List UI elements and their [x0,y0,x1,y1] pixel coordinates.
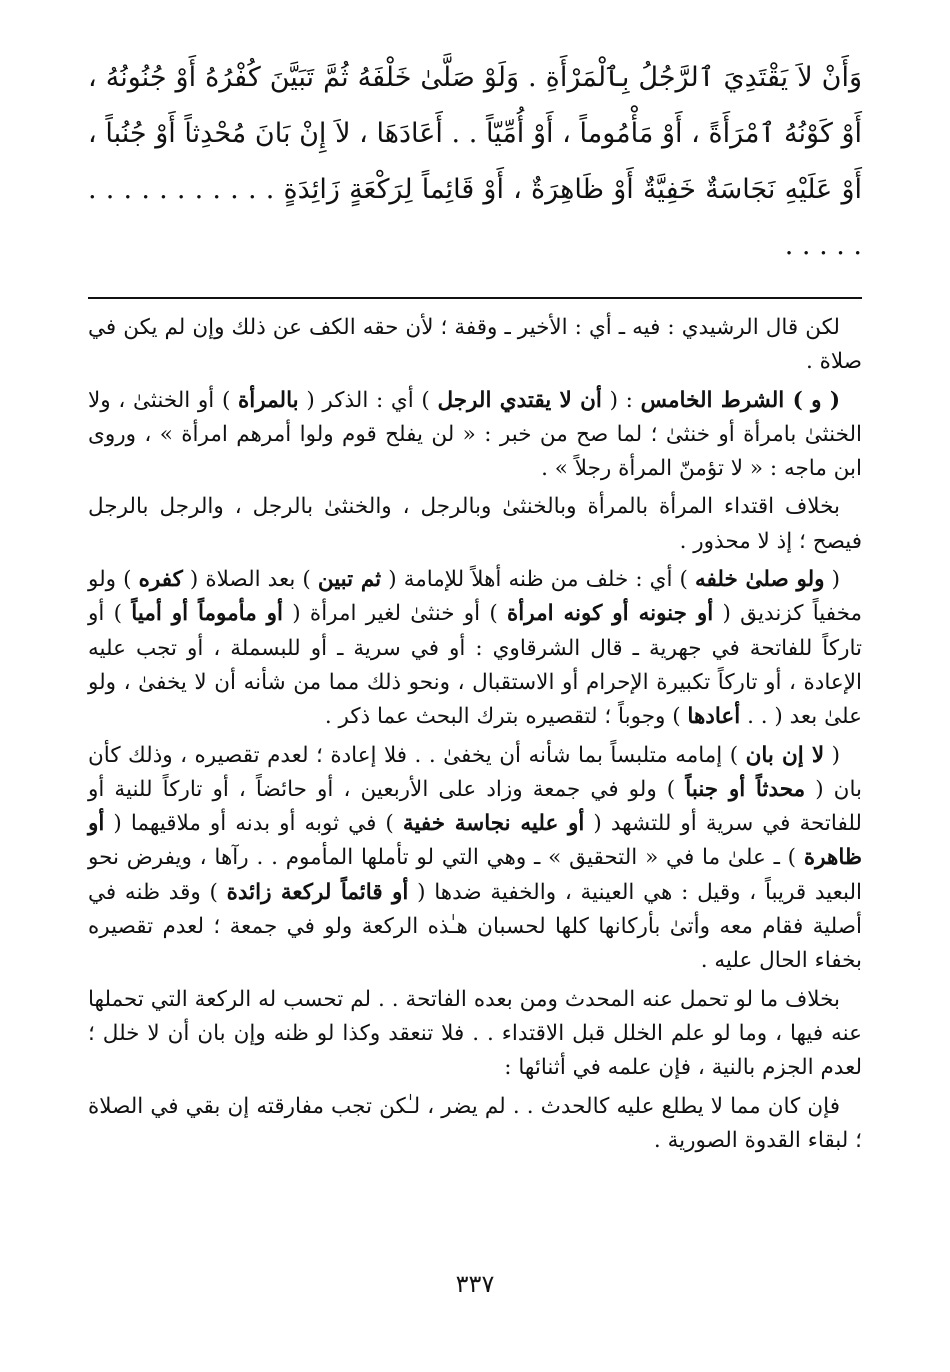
quoted-text: أو جنونه أو كونه امرأة [507,601,714,627]
quoted-text: ( و ) [784,387,841,413]
paragraph-text: ( [824,742,840,768]
paragraph-text: فإن كان مما لا يطلع عليه كالحدث . . لم يضر ، لـٰكن تجب مفارقته إن بقي في الصلاة ؛ لبقاء القدوة الصورية . [88,1093,862,1153]
paragraph-text: ) أو الخنثىٰ ، ولا الخنثىٰ بامرأة أو خنثىٰ ؛ لما صح من خبر : « لن يفلح قوم ولوا أمرهم امرأة » ، وروى ابن ماجه : « لا تؤمنّ المرأة رجلاً » . [88,387,862,482]
dotted-leader: . . . . . . . . . . . . . . . [88,174,862,261]
main-text [88,50,862,274]
main-text-line: خَفِيَّةٌ أَوْ ظَاهِرَةٌ ، أَوْ قَائِماً لِرَكْعَةٍ زَائِدَةٍ . [265,174,696,205]
quoted-text: أو عليه نجاسة خفية [402,811,585,837]
commentary-paragraph [88,563,862,734]
commentary-paragraph [88,983,862,1086]
commentary-paragraph [88,739,862,979]
paragraph-text: ( [824,567,840,593]
page-number: ٣٣٧ [455,1270,495,1298]
paragraph-text: ) ولو مخفياً كزنديق ( [88,567,862,627]
paragraph-text: ) بعد الصلاة ( [182,567,318,593]
quoted-text: كفره [138,567,183,593]
main-text-line: ٱمْرَأَةً ، أَوْ مَأْمُوماً ، أَوْ أُمِّيّاً . . أَعَادَهَا ، لاَ إِنْ بَانَ مُحْدِثاً أَوْ جُنُباً ، أَوْ عَلَيْهِ نَجَاسَةٌ [88,118,862,205]
quoted-text: بالمرأة [238,387,299,413]
quoted-text: محدثاً أو جنباً [685,776,806,802]
paragraph-text: : ( [601,387,641,413]
paragraph-text: لكن قال الرشيدي : فيه ـ أي : الأخير ـ وقفة ؛ لأن حقه الكف عن ذلك وإن لم يكن في صلاة . [88,315,862,375]
quoted-text: ولو صلىٰ خلفه [694,567,825,593]
paragraph-text: ) ـ علىٰ ما في « التحقيق » ـ وهي التي لو تأملها المأموم . . رآها ، ويفرض نحو البعيد قريباً ، وقيل : هي العينية ، والخفية ضدها ( [88,845,863,905]
bold-term: الشرط الخامس [640,387,785,413]
quoted-text: أو ظاهرة [88,811,862,871]
quoted-text: أو مأموماً أو أمياً [131,601,284,627]
paragraph-text: ) أو تاركاً للفاتحة في جهرية ـ قال الشرقاوي : أو في سرية ـ أو للبسملة ، أو تجب عليه الإعادة ، أو تاركاً تكبيرة الإحرام أو الاستقبال ، ونحو ذلك مما من شأنه أن لا يخفىٰ ، ولو علىٰ بعد ( . . [88,601,862,730]
paragraph-text: ) أي : خلف من ظنه أهلاً للإمامة ( [381,567,695,593]
quoted-text: أن لا يقتدي الرجل [437,387,602,413]
paragraph-text: ) وقد ظنه في أصلية فقام معه وأتىٰ بأركانها كلها لحسبان هـٰذه الركعة ولو في جمعة ؛ لعدم تقصيره بخفاء الحال عليه . [88,879,862,974]
main-text-line: وَأَنْ لاَ يَقْتَدِيَ ٱلرَّجُلُ بِٱلْمَرْأَةِ . وَلَوْ صَلَّىٰ خَلْفَهُ ثُمَّ تَبَيَّنَ كُفْرُهُ أَوْ جُنُونُهُ ، أَوْ كَوْنُهُ [88,62,862,149]
paragraph-text: ) إمامه متلبساً بما شأنه أن يخفىٰ . . فلا إعادة ؛ لعدم تقصيره ، وذلك كأن بان ( [88,742,863,802]
paragraph-text: ) أي : الذكر ( [298,387,438,413]
commentary-paragraph [88,311,862,380]
quoted-text: أو قائماً لركعة زائدة [226,879,409,905]
commentary-paragraph [88,1090,862,1159]
paragraph-text: ) أو خنثىٰ لغير امرأة ( [283,601,508,627]
paragraph-text: بخلاف ما لو تحمل عنه المحدث ومن بعده الفاتحة . . لم تحسب له الركعة التي تحملها عنه فيها ، وما لو علم الخلل قبل الاقتداء . . فلا تنعقد وكذا لو ظنه وإن بان أن لا خلل ؛ لعدم الجزم بالنية ، فإن علمه في أثنائها : [88,986,862,1081]
commentary-paragraph [88,490,862,559]
quoted-text: أعادها [687,704,741,730]
paragraph-text: بخلاف اقتداء المرأة بالمرأة وبالخنثىٰ وبالرجل ، والخنثىٰ بالرجل ، والرجل بالرجل فيصح ؛ إذ لا محذور . [88,494,862,554]
paragraph-text: ) في ثوبه أو بدنه أو ملاقيهما ( [104,811,403,837]
separator-line [88,297,862,299]
quoted-text: لا إن بان [745,742,825,768]
paragraph-text: ) وجوباً ؛ لتقصيره بترك البحث عما ذكر . [324,704,688,730]
quoted-text: ثم تبين [317,567,382,593]
commentary [88,311,862,1158]
commentary-paragraph [88,384,862,487]
paragraph-text: ) ولو في جمعة وزاد على الأربعين ، أو حائضاً ، أو تاركاً للنية أو للفاتحة في سرية أو للتشهد ( [88,776,862,837]
